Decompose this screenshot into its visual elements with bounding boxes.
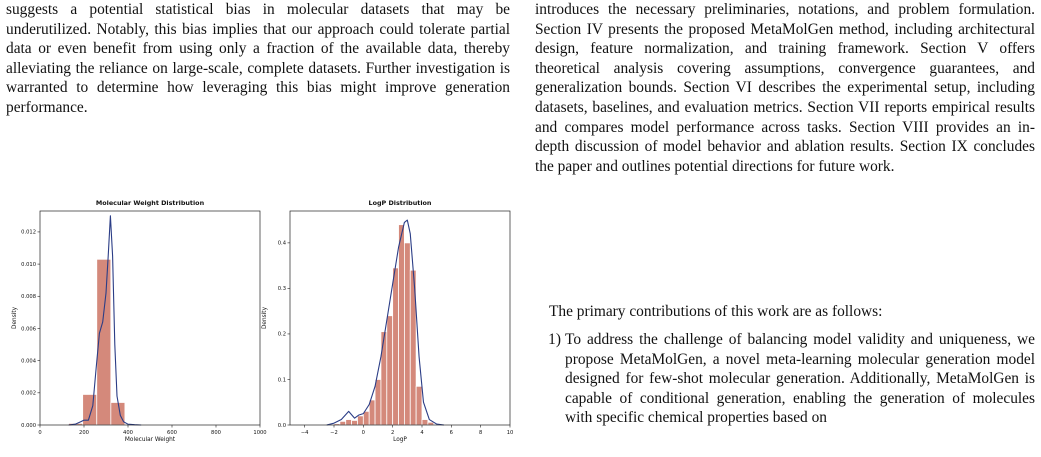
histogram-bar (363, 411, 369, 425)
y-axis-label: Density (262, 306, 268, 330)
y-tick-label: 0.012 (21, 229, 36, 236)
x-tick-label: 600 (167, 430, 177, 436)
contributions-list (535, 330, 1035, 428)
histogram-bar (357, 416, 363, 425)
y-axis-label: Density (12, 306, 18, 330)
figure-distributions (6, 185, 514, 457)
chart-title: Molecular Weight Distribution (95, 199, 205, 207)
x-tick-label: 10 (506, 430, 514, 436)
x-tick-label: 2 (391, 430, 395, 436)
x-axis-label: Molecular Weight (124, 437, 176, 443)
x-tick-label: −4 (300, 430, 309, 436)
histogram-bar (399, 225, 405, 425)
y-tick-label: 0.4 (277, 240, 286, 247)
histogram-bar (340, 421, 346, 425)
left-paragraph: suggests a potential statistical bias in molecular datasets that may be underutilized. Notably, this bias implies that our approach could tolerate partial data or even benefit from using only a fraction of the available data, thereby alleviating the reliance on large-scale, complete datasets. Further investigation is warranted to determine how leveraging this bias might improve generation performance. (6, 1, 510, 116)
chart-title: LogP Distribution (368, 199, 432, 207)
x-axis-label: LogP (393, 437, 407, 443)
right-paragraph-outline: introduces the necessary preliminaries, notations, and problem formulation. Section IV presents the proposed MetaMolGen method, including architectural design, feature normalization, and training framework. Section V offers theoretical analysis covering assumptions, convergence guarantees, and generalization bounds. Section VI describes the experimental setup, including datasets, baselines, and evaluation metrics. Section VII reports empirical results and compares model performance across tasks. Section VIII provides an in-depth discussion of model behavior and ablation results. Section IX concludes the paper and outlines potential directions for future work. (535, 1, 1035, 175)
chart-logp (262, 199, 513, 443)
list-item-number: 1) (548, 331, 561, 348)
x-tick-label: 1000 (253, 430, 267, 436)
y-tick-label: 0.3 (277, 286, 286, 293)
x-tick-label: 800 (211, 430, 221, 436)
histogram-bar (111, 402, 125, 425)
histogram-bar (422, 420, 428, 425)
histogram-bar (393, 268, 399, 425)
y-tick-label: 0.1 (277, 377, 286, 384)
y-tick-label: 0.004 (21, 358, 36, 365)
y-tick-label: 0.008 (21, 294, 36, 301)
histogram-bar (375, 379, 381, 425)
chart-molecular-weight (12, 199, 267, 443)
right-paragraph-contributions-intro: The primary contributions of this work are as follows: (549, 303, 883, 320)
x-tick-label: 200 (79, 430, 89, 436)
y-tick-label: 0.2 (277, 331, 286, 338)
histogram-bar (416, 386, 422, 425)
x-tick-label: 0 (38, 430, 42, 436)
histogram-bar (369, 400, 375, 425)
x-tick-label: 6 (449, 430, 453, 436)
list-item (535, 330, 1035, 428)
histogram-bar (404, 243, 410, 425)
x-tick-label: 0 (361, 430, 365, 436)
plot-frame (40, 211, 260, 425)
y-tick-label: 0.006 (21, 326, 36, 333)
y-tick-label: 0.002 (21, 390, 36, 397)
histogram-bar (346, 420, 352, 425)
histogram-bar (352, 420, 358, 425)
x-tick-label: 400 (123, 430, 133, 436)
histogram-bar (387, 316, 393, 425)
y-tick-label: 0.010 (21, 261, 36, 268)
x-tick-label: −2 (330, 430, 338, 436)
y-tick-label: 0.0 (277, 422, 286, 429)
x-tick-label: 4 (420, 430, 424, 436)
list-item-text: To address the challenge of balancing model validity and uniqueness, we propose MetaMolGen, a novel meta-learning molecular generation model designed for few-shot molecular generation. Additionally, MetaMolGen is capable of conditional generation, enabling the generation of molecules with specific chemical properties based on (565, 331, 1035, 427)
histogram-bar (381, 332, 387, 425)
histogram-bar (428, 422, 434, 425)
y-tick-label: 0.000 (21, 422, 36, 429)
x-tick-label: 8 (479, 430, 483, 436)
